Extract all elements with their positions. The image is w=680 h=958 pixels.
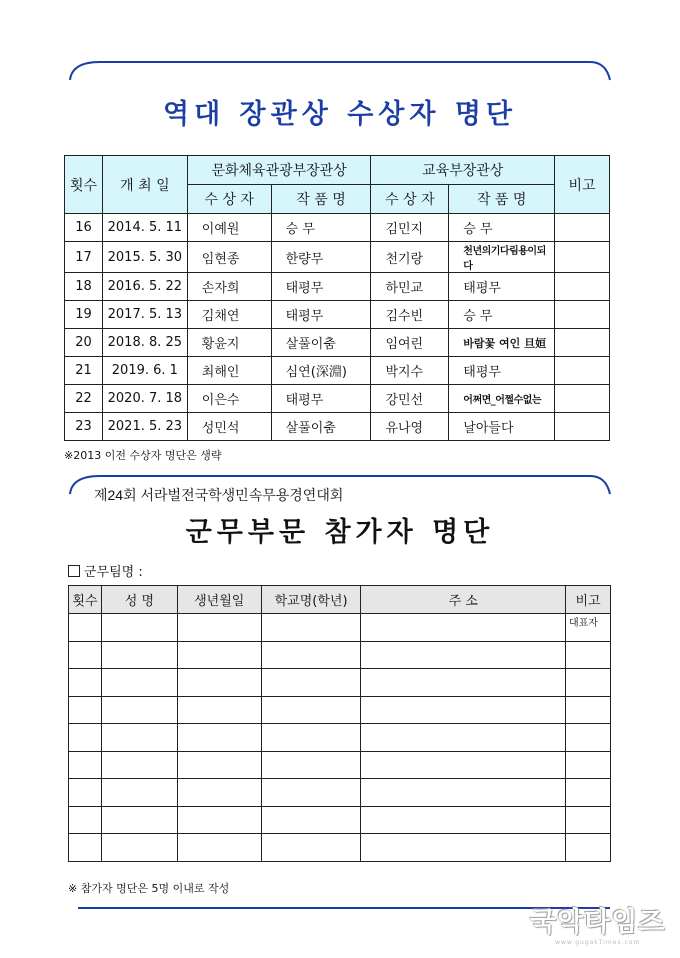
header-address: 주 소 xyxy=(361,586,566,614)
address-cell[interactable] xyxy=(361,779,566,807)
table-row xyxy=(65,301,610,329)
edu-winner-cell: 김수빈 xyxy=(371,301,449,329)
culture-winner-cell: 손자희 xyxy=(187,273,271,301)
round-cell: 23 xyxy=(65,413,103,441)
table-row[interactable] xyxy=(69,614,611,642)
school-cell[interactable] xyxy=(261,641,361,669)
table-row[interactable] xyxy=(69,834,611,862)
culture-winner-cell: 황윤지 xyxy=(187,329,271,357)
edu-winner-cell: 박지수 xyxy=(371,357,449,385)
representative-cell: 대표자 xyxy=(566,614,611,642)
remarks-cell[interactable] xyxy=(566,779,611,807)
edu-work-cell: 어쩌면_어쩔수없는 xyxy=(449,385,555,413)
date-cell: 2021. 5. 23 xyxy=(102,413,187,441)
remarks-cell[interactable] xyxy=(566,806,611,834)
culture-work-cell: 살풀이춤 xyxy=(271,413,371,441)
birth-cell[interactable] xyxy=(177,751,261,779)
header-education-ministry: 교육부장관상 xyxy=(371,156,555,185)
date-cell: 2014. 5. 11 xyxy=(102,214,187,242)
culture-winner-cell: 최해인 xyxy=(187,357,271,385)
name-cell[interactable] xyxy=(101,669,177,697)
edu-winner-cell: 천기랑 xyxy=(371,242,449,273)
remarks-cell[interactable] xyxy=(566,724,611,752)
birth-cell[interactable] xyxy=(177,834,261,862)
round-cell: 19 xyxy=(65,301,103,329)
name-cell[interactable] xyxy=(101,614,177,642)
header-round: 횟수 xyxy=(69,586,102,614)
round-cell: 20 xyxy=(65,329,103,357)
header-school: 학교명(학년) xyxy=(261,586,361,614)
round-cell[interactable] xyxy=(69,696,102,724)
address-cell[interactable] xyxy=(361,696,566,724)
birth-cell[interactable] xyxy=(177,779,261,807)
culture-work-cell: 태평무 xyxy=(271,273,371,301)
team-name-label: 군무팀명 : xyxy=(84,565,143,580)
remarks-cell xyxy=(555,329,610,357)
remarks-cell xyxy=(555,242,610,273)
watermark-logo: 국악타임즈 xyxy=(530,907,666,938)
date-cell: 2020. 7. 18 xyxy=(102,385,187,413)
table-row[interactable] xyxy=(69,669,611,697)
round-cell[interactable] xyxy=(69,724,102,752)
address-cell[interactable] xyxy=(361,834,566,862)
table-row xyxy=(65,329,610,357)
edu-work-cell: 태평무 xyxy=(449,357,555,385)
address-cell[interactable] xyxy=(361,751,566,779)
birth-cell[interactable] xyxy=(177,641,261,669)
header-culture-winner: 수 상 자 xyxy=(187,185,271,214)
culture-winner-cell: 이예원 xyxy=(187,214,271,242)
address-cell[interactable] xyxy=(361,806,566,834)
edu-work-cell: 천년의기다림용이되다 xyxy=(449,242,555,273)
edu-winner-cell: 하민교 xyxy=(371,273,449,301)
remarks-cell xyxy=(555,357,610,385)
culture-winner-cell: 성민석 xyxy=(187,413,271,441)
birth-cell[interactable] xyxy=(177,669,261,697)
culture-work-cell: 승 무 xyxy=(271,214,371,242)
checkbox-icon[interactable] xyxy=(68,565,80,577)
school-cell[interactable] xyxy=(261,806,361,834)
culture-work-cell: 심연(深淵) xyxy=(271,357,371,385)
table-row[interactable] xyxy=(69,806,611,834)
date-cell: 2019. 6. 1 xyxy=(102,357,187,385)
name-cell[interactable] xyxy=(101,779,177,807)
round-cell: 18 xyxy=(65,273,103,301)
remarks-cell[interactable] xyxy=(566,641,611,669)
header-culture-work: 작 품 명 xyxy=(271,185,371,214)
remarks-cell[interactable] xyxy=(566,834,611,862)
round-cell[interactable] xyxy=(69,669,102,697)
winners-title: 역대 장관상 수상자 명단 xyxy=(162,99,518,130)
address-cell[interactable] xyxy=(361,669,566,697)
table-row[interactable] xyxy=(69,779,611,807)
school-cell[interactable] xyxy=(261,751,361,779)
table-row xyxy=(65,273,610,301)
edu-work-cell: 날아들다 xyxy=(449,413,555,441)
edu-winner-cell: 임여린 xyxy=(371,329,449,357)
edu-work-cell: 승 무 xyxy=(449,214,555,242)
birth-cell[interactable] xyxy=(177,696,261,724)
remarks-cell[interactable] xyxy=(566,696,611,724)
watermark xyxy=(530,900,665,946)
header-birth: 생년월일 xyxy=(177,586,261,614)
address-cell[interactable] xyxy=(361,614,566,642)
round-cell: 22 xyxy=(65,385,103,413)
table-row[interactable] xyxy=(69,724,611,752)
school-cell[interactable] xyxy=(261,614,361,642)
header-name: 성 명 xyxy=(101,586,177,614)
address-cell[interactable] xyxy=(361,641,566,669)
culture-winner-cell: 이은수 xyxy=(187,385,271,413)
edu-work-cell: 승 무 xyxy=(449,301,555,329)
name-cell[interactable] xyxy=(101,724,177,752)
participants-table xyxy=(68,585,611,862)
date-cell: 2015. 5. 30 xyxy=(102,242,187,273)
culture-winner-cell: 임현종 xyxy=(187,242,271,273)
table-row[interactable] xyxy=(69,641,611,669)
header-culture-ministry: 문화체육관광부장관상 xyxy=(187,156,371,185)
culture-winner-cell: 김채연 xyxy=(187,301,271,329)
date-cell: 2018. 8. 25 xyxy=(102,329,187,357)
header-date: 개 최 일 xyxy=(102,156,187,214)
header-edu-work: 작 품 명 xyxy=(449,185,555,214)
table-row xyxy=(65,357,610,385)
name-cell[interactable] xyxy=(101,696,177,724)
participants-title: 군무부문 참가자 명단 xyxy=(185,517,495,548)
remarks-cell xyxy=(555,301,610,329)
culture-work-cell: 태평무 xyxy=(271,385,371,413)
birth-cell[interactable] xyxy=(177,614,261,642)
edu-winner-cell: 강민선 xyxy=(371,385,449,413)
culture-work-cell: 태평무 xyxy=(271,301,371,329)
edu-work-cell: 태평무 xyxy=(449,273,555,301)
school-cell[interactable] xyxy=(261,834,361,862)
remarks-cell[interactable] xyxy=(566,751,611,779)
school-cell[interactable] xyxy=(261,669,361,697)
round-cell[interactable] xyxy=(69,641,102,669)
date-cell: 2017. 5. 13 xyxy=(102,301,187,329)
table-row xyxy=(65,214,610,242)
school-cell[interactable] xyxy=(261,724,361,752)
top-decorative-line xyxy=(0,0,680,90)
round-cell: 17 xyxy=(65,242,103,273)
round-cell[interactable] xyxy=(69,614,102,642)
header-edu-winner: 수 상 자 xyxy=(371,185,449,214)
table-row[interactable] xyxy=(69,696,611,724)
round-cell[interactable] xyxy=(69,779,102,807)
round-cell[interactable] xyxy=(69,751,102,779)
round-cell: 16 xyxy=(65,214,103,242)
round-cell[interactable] xyxy=(69,806,102,834)
name-cell[interactable] xyxy=(101,641,177,669)
school-cell[interactable] xyxy=(261,696,361,724)
table-row xyxy=(65,413,610,441)
birth-cell[interactable] xyxy=(177,724,261,752)
table-row[interactable] xyxy=(69,751,611,779)
round-cell: 21 xyxy=(65,357,103,385)
name-cell[interactable] xyxy=(101,751,177,779)
participants-note: ※ 참가자 명단은 5명 이내로 작성 xyxy=(68,882,230,895)
table-row xyxy=(65,385,610,413)
team-name-field[interactable] xyxy=(68,561,143,580)
round-cell[interactable] xyxy=(69,834,102,862)
table-row xyxy=(65,242,610,273)
edu-winner-cell: 김민지 xyxy=(371,214,449,242)
name-cell[interactable] xyxy=(101,806,177,834)
birth-cell[interactable] xyxy=(177,806,261,834)
culture-work-cell: 살풀이춤 xyxy=(271,329,371,357)
school-cell[interactable] xyxy=(261,779,361,807)
edu-work-cell: 바람꽃 여인 旦姮 xyxy=(449,329,555,357)
remarks-cell xyxy=(555,214,610,242)
watermark-url: www.gugakTimes.com xyxy=(555,939,641,946)
contest-name: 제24회 서라벌전국학생민속무용경연대회 xyxy=(94,487,344,503)
address-cell[interactable] xyxy=(361,724,566,752)
header-remarks: 비고 xyxy=(555,156,610,214)
remarks-cell[interactable] xyxy=(566,669,611,697)
winners-table xyxy=(64,155,610,441)
header-remarks: 비고 xyxy=(566,586,611,614)
culture-work-cell: 한량무 xyxy=(271,242,371,273)
remarks-cell xyxy=(555,385,610,413)
remarks-cell xyxy=(555,273,610,301)
date-cell: 2016. 5. 22 xyxy=(102,273,187,301)
remarks-cell xyxy=(555,413,610,441)
winners-note: ※2013 이전 수상자 명단은 생략 xyxy=(64,449,222,462)
edu-winner-cell: 유나영 xyxy=(371,413,449,441)
name-cell[interactable] xyxy=(101,834,177,862)
header-round: 횟수 xyxy=(65,156,103,214)
